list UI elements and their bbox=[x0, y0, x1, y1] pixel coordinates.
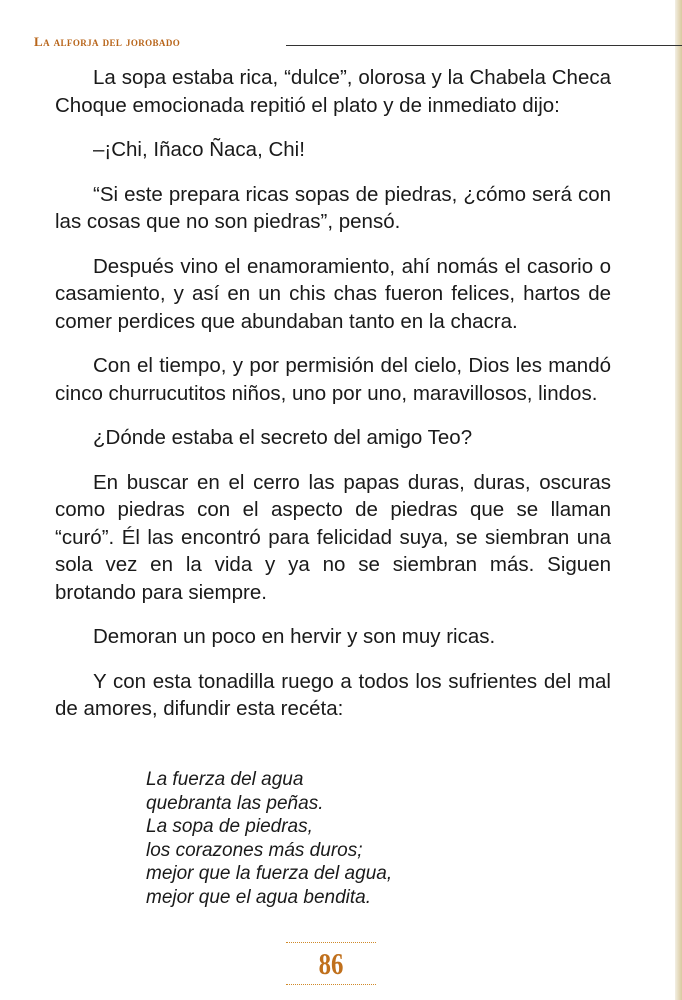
paragraph: Con el tiempo, y por permisión del cielo, Dios les mandó cinco churrucutitos niños, uno por uno, maravillosos, lindos. bbox=[55, 354, 611, 405]
poem-line: mejor que la fuerza del agua, bbox=[146, 863, 393, 884]
page-number: 86 bbox=[318, 946, 344, 981]
paragraph: Después vino el enamoramiento, ahí nomás el casorio o casamiento, y así en un chis chas fueron felices, hartos de comer perdices que abundaban tanto en la chacra. bbox=[55, 254, 611, 333]
poem-line: mejor que el agua bendita. bbox=[146, 886, 371, 908]
page-edge bbox=[675, 0, 682, 1000]
poem-line: La sopa de piedras, bbox=[146, 816, 313, 837]
folio-rule-bottom bbox=[286, 984, 376, 985]
running-header bbox=[34, 34, 682, 54]
paragraph: Y con esta tonadilla ruego a todos los sufrientes del mal de amores, difundir esta recéta: bbox=[55, 669, 611, 720]
poem-line: La fuerza del agua bbox=[146, 769, 304, 790]
paragraph: –¡Chi, Iñaco Ñaca, Chi! bbox=[93, 138, 305, 161]
paragraph: Demoran un poco en hervir y son muy ricas. bbox=[93, 625, 496, 648]
running-title: La alforja del jorobado bbox=[34, 34, 181, 49]
body-text bbox=[55, 64, 611, 740]
paragraph: “Si este prepara ricas sopas de piedras, ¿cómo será con las cosas que no son piedras”, pensó. bbox=[55, 182, 611, 233]
paragraph: En buscar en el cerro las papas duras, duras, oscuras como piedras con el aspecto de piedras que se llaman “curó”. Él las encontró para felicidad suya, se siembran una sola vez en la vida y ya no se siembran más. Siguen brotando para siempre. bbox=[55, 470, 611, 604]
poem-line: quebranta las peñas. bbox=[146, 792, 324, 814]
page-number-box bbox=[286, 940, 376, 988]
paragraph: La sopa estaba rica, “dulce”, olorosa y la Chabela Checa Choque emocionada repitió el plato y de inmediato dijo: bbox=[55, 66, 611, 117]
header-rule bbox=[286, 45, 682, 46]
folio-rule-top bbox=[286, 942, 376, 943]
paragraph: ¿Dónde estaba el secreto del amigo Teo? bbox=[93, 426, 473, 449]
poem-line: los corazones más duros; bbox=[146, 839, 363, 861]
poem bbox=[146, 768, 392, 909]
